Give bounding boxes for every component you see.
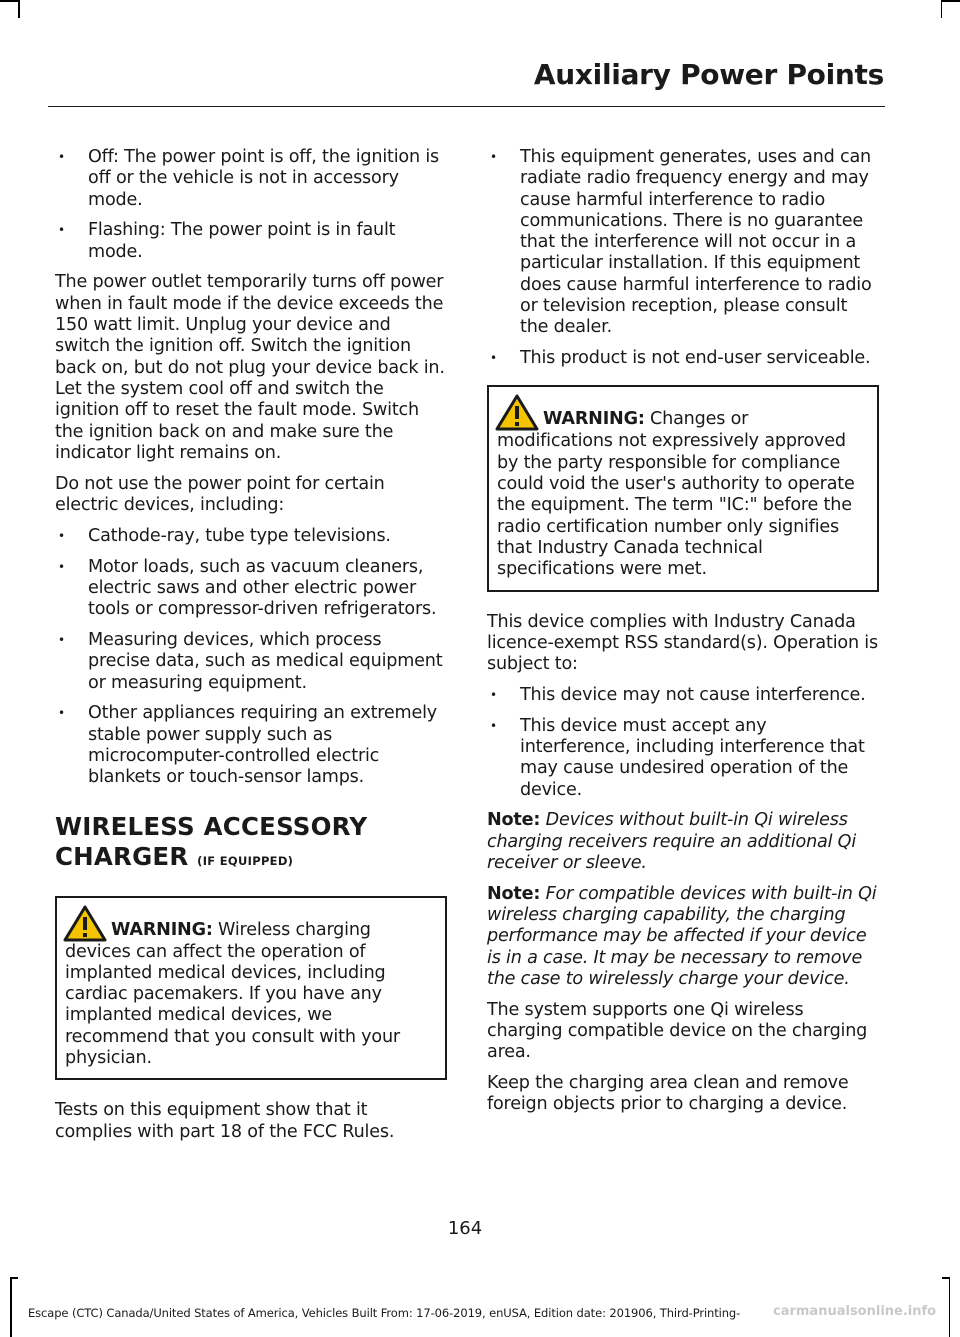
crop-mark (942, 0, 960, 2)
warning-label: WARNING: (111, 919, 213, 940)
list-item: • Flashing: The power point is in fault mode. (55, 220, 447, 263)
ic-paragraph: This device complies with Industry Canada licence-exempt RSS standard(s). Operation is subject to: (487, 611, 878, 675)
list-item: • Other appliances requiring an extremely stable power supply such as microcomputer-controlled electric blankets or touch-sensor lamps. (55, 703, 447, 788)
fcc-paragraph: Tests on this equipment show that it complies with part 18 of the FCC Rules. (55, 1100, 395, 1142)
right-column (487, 147, 879, 1125)
warning-triangle-icon (495, 394, 539, 431)
power-point-status-list (55, 147, 447, 263)
warning-box (55, 896, 447, 1081)
warning-box (487, 385, 879, 591)
note-text: Devices without built-in Qi wireless charging receivers require an additional Qi receiver or sleeve. (487, 810, 857, 874)
footer-text: Escape (CTC) Canada/United States of America, Vehicles Built From: 17-06-2019, enUSA, Edition date: 201906, Third-Printing- (28, 1306, 741, 1320)
fault-mode-paragraph: The power outlet temporarily turns off power when in fault mode if the device exceeds the 150 watt limit. Unplug your device and switch the ignition off. Switch the ignition back on, but do not plug your device back in. Let the system cool off and switch the ignition off to reset the fault mode. Switch the ignition back on and make sure the indicator light remains on. (55, 272, 445, 463)
list-item: • Off: The power point is off, the ignition is off or the vehicle is not in accessory mode. (55, 147, 447, 211)
list-item: • This device may not cause interference. (487, 685, 879, 706)
left-column (55, 147, 447, 1152)
supports-paragraph: The system supports one Qi wireless charging compatible device on the charging area. (487, 999, 868, 1063)
note-device-case (487, 884, 879, 990)
list-item: • Cathode-ray, tube type televisions. (55, 526, 447, 547)
note-label: Note: (487, 810, 541, 831)
note-qi-receiver (487, 810, 879, 874)
section-title-text: WIRELESS ACCESSORY CHARGER (55, 811, 368, 871)
header-rule (48, 106, 885, 107)
warning-label: WARNING: (543, 409, 645, 430)
section-title-suffix: (IF EQUIPPED) (197, 853, 294, 868)
crop-mark (942, 1277, 950, 1279)
warning-triangle-icon (63, 905, 107, 942)
page-title: Auxiliary Power Points (533, 58, 884, 91)
crop-mark (949, 1277, 951, 1337)
crop-mark (0, 0, 18, 2)
crop-mark (10, 1277, 18, 1279)
ic-conditions-list (487, 685, 879, 801)
fcc-bullets-list (487, 147, 879, 369)
keep-clean-paragraph: Keep the charging area clean and remove foreign objects prior to charging a device. (487, 1073, 849, 1115)
devices-intro-paragraph: Do not use the power point for certain electric devices, including: (55, 473, 385, 515)
list-item: • This equipment generates, uses and can radiate radio frequency energy and may cause harmful interference to radio communications. There is no guarantee that the interference will not occur in a particular installation. If this equipment does cause harmful interference to radio or television reception, please consult the dealer. (487, 147, 879, 339)
list-item: • This device must accept any interference, including interference that may cause undesired operation of the device. (487, 716, 879, 801)
crop-mark (941, 0, 943, 18)
page-number: 164 (447, 1218, 483, 1239)
list-item: • This product is not end-user serviceable. (487, 348, 879, 369)
section-title (55, 812, 447, 876)
note-label: Note: (487, 883, 541, 904)
crop-mark (18, 0, 20, 18)
list-item: • Motor loads, such as vacuum cleaners, electric saws and other electric power tools or compressor-driven refrigerators. (55, 557, 447, 621)
note-text: For compatible devices with built-in Qi wireless charging capability, the charging performance may be affected if your device is in a case. It may be necessary to remove the case to wirelessly charge your device. (487, 883, 877, 989)
list-item: • Measuring devices, which process precise data, such as medical equipment or measuring equipment. (55, 630, 447, 694)
warning-text: Wireless charging devices can affect the operation of implanted medical devices, including cardiac pacemakers. If you have any implanted medical devices, we recommend that you consult with your physician. (65, 919, 400, 1068)
crop-mark (10, 1277, 12, 1337)
watermark: carmanualsonline.info (773, 1304, 937, 1319)
warning-text: Changes or modifications not expressively approved by the party responsible for compliance could void the user's authority to operate the equipment. The term "IC:" before the radio certification number only signifies that Industry Canada technical specifications were met. (497, 409, 855, 580)
restricted-devices-list (55, 526, 447, 789)
